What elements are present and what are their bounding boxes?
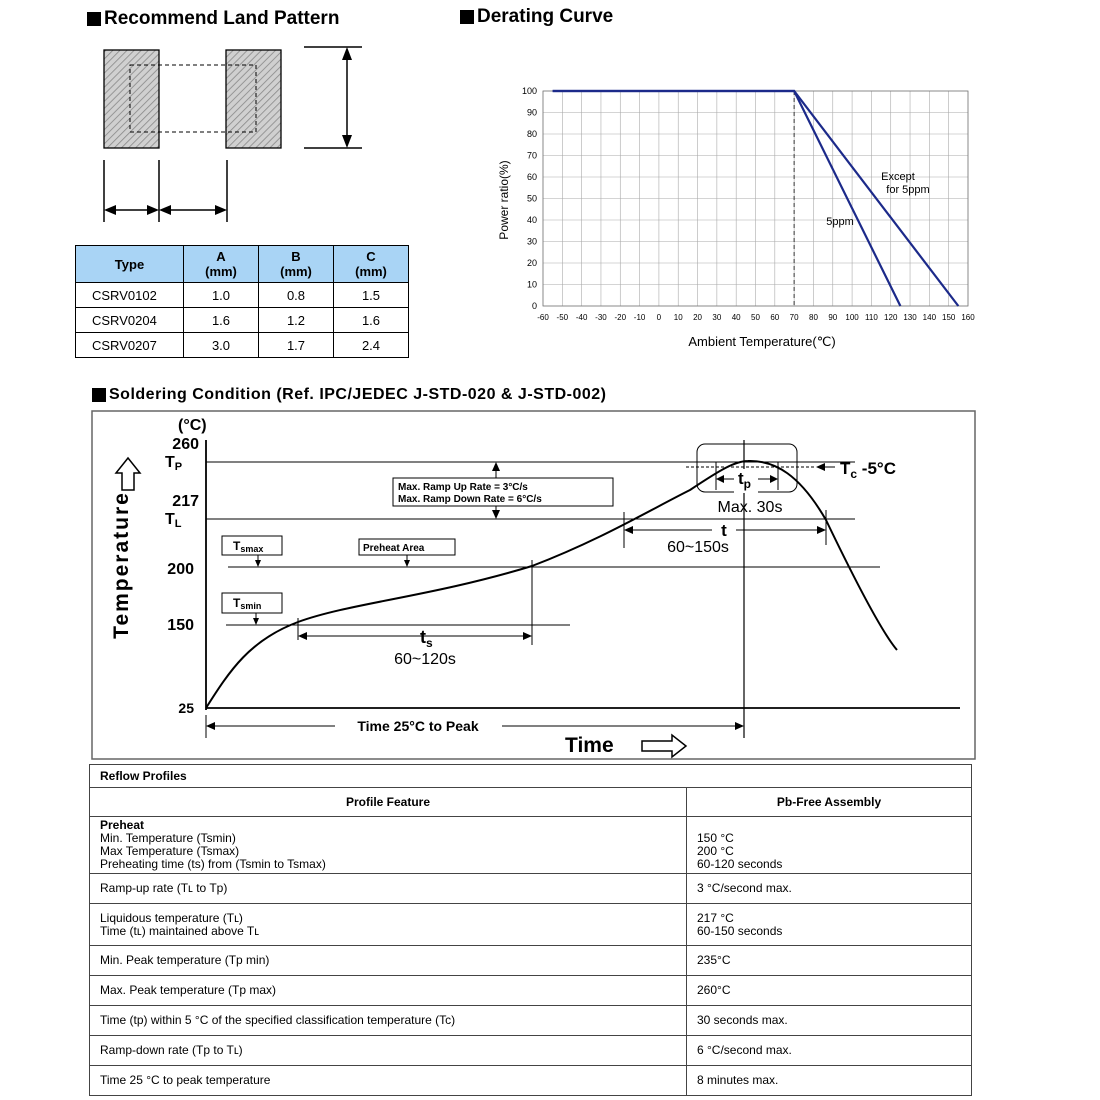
x-tick-label: -10	[633, 313, 646, 322]
table-row	[90, 904, 972, 946]
x-tick-label: -30	[595, 313, 607, 322]
derating-title-text: Derating Curve	[477, 6, 614, 27]
ts-range: 60~120s	[394, 651, 456, 668]
land-header-a-unit: (mm)	[205, 264, 237, 279]
reflow-caption-row	[90, 765, 972, 788]
maxpeak-value: 260°C	[687, 976, 972, 1006]
x-tick-label: 40	[731, 313, 741, 322]
land-header-c-unit: (mm)	[355, 264, 387, 279]
y-tick-label: 50	[526, 193, 537, 204]
preheat-value-line: 60-120 seconds	[697, 856, 783, 871]
y-tick-label: 40	[526, 215, 537, 225]
x-tick-label: 20	[693, 313, 702, 322]
land-header-type: Type	[76, 246, 184, 283]
soldering-title	[92, 386, 607, 404]
y-tick-label: 70	[526, 150, 537, 161]
right-arrow-icon	[642, 735, 686, 757]
x-tick-label: 120	[884, 313, 898, 322]
land-header-a	[184, 246, 259, 283]
ramp-up-label: Max. Ramp Up Rate = 3°C/s	[398, 482, 528, 493]
table-row	[90, 1036, 972, 1066]
tsmin-label: Tsmin	[233, 596, 262, 611]
table-row	[76, 333, 409, 358]
preheat-value-line: 200 °C	[697, 843, 734, 858]
y-unit: (°C)	[178, 417, 207, 434]
section-bullet-icon	[460, 10, 474, 24]
land-a-cell: 1.6	[184, 308, 259, 333]
section-bullet-icon	[92, 388, 106, 402]
land-c-cell: 1.5	[334, 283, 409, 308]
section-bullet-icon	[87, 12, 101, 26]
tc-label: $T_c$ -5°C	[840, 459, 896, 481]
time-axis-label: Time	[565, 734, 614, 757]
x-tick-label: 50	[751, 313, 760, 322]
preheat-line: Max Temperature (Tsmax)	[100, 844, 240, 858]
land-b-cell: 0.8	[259, 283, 334, 308]
y-tick-label: 20	[526, 258, 537, 268]
y-tick-260: 260	[172, 436, 199, 453]
reflow-header-row	[90, 788, 972, 817]
y-tick-label: 10	[526, 279, 537, 290]
y-tick-150: 150	[167, 617, 194, 634]
x-tick-label: 0	[656, 313, 662, 322]
reflow-profile-diagram	[90, 408, 980, 763]
y-tick-label: 30	[526, 236, 537, 247]
rampdown-feature: Ramp-down rate (Tp to Tʟ)	[90, 1036, 687, 1066]
x-tick-label: -20	[614, 313, 627, 322]
derating-xlabel: Ambient Temperature(℃)	[688, 334, 836, 349]
up-arrow-icon	[116, 458, 140, 490]
maxpeak-feature: Max. Peak temperature (Tp max)	[90, 976, 687, 1006]
y-tick-tp: TP	[165, 454, 183, 473]
land-a-cell: 1.0	[184, 283, 259, 308]
tp-within-feature: Time (tp) within 5 °C of the specified classification temperature (Tc)	[90, 1006, 687, 1036]
rampup-feature: Ramp-up rate (Tʟ to Tp)	[90, 874, 687, 904]
ramp-down-label: Max. Ramp Down Rate = 6°C/s	[398, 494, 542, 505]
tp-time-label: $t_p$	[738, 469, 752, 491]
table-row	[90, 874, 972, 904]
x-tick-label: 140	[922, 313, 937, 322]
liquidous-value-line: 217 °C	[697, 910, 734, 925]
y-tick-label: 80	[526, 129, 537, 139]
x-tick-label: 80	[809, 313, 818, 322]
land-pattern-table	[75, 245, 409, 358]
land-type-cell: CSRV0102	[76, 283, 184, 308]
land-pattern-title	[87, 8, 339, 30]
x-tick-label: 70	[789, 313, 799, 322]
pb-free-header: Pb-Free Assembly	[687, 788, 972, 817]
x-tick-label: 10	[673, 313, 683, 322]
derating-chart	[490, 75, 990, 365]
time25-value: 8 minutes max.	[687, 1066, 972, 1096]
table-row	[90, 1066, 972, 1096]
liquidous-value-line: 60-150 seconds	[697, 923, 783, 938]
land-header-b-label: B	[291, 249, 301, 264]
land-type-cell: CSRV0204	[76, 308, 184, 333]
x-tick-label: 100	[845, 313, 859, 322]
tp-within-value: 30 seconds max.	[687, 1006, 972, 1036]
table-row	[90, 946, 972, 976]
x-tick-label: 30	[712, 313, 722, 322]
y-tick-217: 217	[172, 493, 199, 510]
table-row	[90, 817, 972, 874]
soldering-title-text: Soldering Condition (Ref. IPC/JEDEC J-STD-020 & J-STD-002)	[109, 386, 607, 403]
land-table-header	[76, 246, 409, 283]
rampdown-value: 6 °C/second max.	[687, 1036, 972, 1066]
minpeak-value: 235°C	[687, 946, 972, 976]
x-tick-label: -40	[575, 313, 588, 322]
profile-feature-header: Profile Feature	[90, 788, 687, 817]
land-b-cell: 1.7	[259, 333, 334, 358]
liquidous-line: Time (tʟ) maintained above Tʟ	[100, 923, 260, 938]
derating-ylabel: Power ratio(%)	[497, 160, 511, 240]
annotation-except-line2: for 5ppm	[886, 184, 930, 196]
y-tick-label: 100	[521, 86, 537, 96]
y-tick-tl: TL	[165, 511, 182, 530]
table-row	[90, 1006, 972, 1036]
minpeak-feature: Min. Peak temperature (Tp min)	[90, 946, 687, 976]
table-row	[90, 976, 972, 1006]
x-tick-label: 150	[942, 313, 956, 322]
land-pad-right	[226, 50, 281, 148]
time25-feature: Time 25 °C to peak temperature	[90, 1066, 687, 1096]
t-range: 60~150s	[667, 539, 729, 556]
land-header-c-label: C	[366, 249, 376, 264]
liquidous-line: Liquidous temperature (Tʟ)	[100, 910, 243, 925]
liquidous-value	[687, 904, 972, 946]
x-tick-label: 130	[903, 313, 917, 322]
y-tick-200: 200	[167, 561, 194, 578]
y-tick-label: 90	[526, 107, 537, 118]
preheat-value	[687, 817, 972, 874]
land-pattern-drawing	[95, 40, 375, 230]
x-tick-label: -50	[556, 313, 569, 322]
y-tick-label: 0	[531, 301, 537, 311]
preheat-feature	[90, 817, 687, 874]
temperature-axis-label: Temperature	[110, 491, 133, 639]
table-row	[76, 308, 409, 333]
preheat-value-line: 150 °C	[697, 830, 734, 845]
land-header-b	[259, 246, 334, 283]
preheat-line: Min. Temperature (Tsmin)	[100, 831, 236, 845]
x-tick-label: -60	[537, 313, 549, 322]
annotation-5ppm: 5ppm	[826, 216, 854, 228]
time-to-peak-label: Time 25°C to Peak	[357, 718, 479, 734]
y-tick-25: 25	[178, 700, 194, 716]
preheat-area-label: Preheat Area	[363, 543, 425, 554]
table-row	[76, 283, 409, 308]
reflow-caption: Reflow Profiles	[90, 765, 972, 788]
land-c-cell: 2.4	[334, 333, 409, 358]
liquidous-feature	[90, 904, 687, 946]
land-header-b-unit: (mm)	[280, 264, 312, 279]
land-b-cell: 1.2	[259, 308, 334, 333]
reflow-profiles-table	[89, 764, 972, 1096]
x-tick-label: 160	[961, 313, 975, 322]
t-label: t	[721, 521, 727, 540]
land-c-cell: 1.6	[334, 308, 409, 333]
derating-title	[460, 6, 613, 28]
x-tick-label: 90	[828, 313, 838, 322]
x-tick-label: 110	[865, 313, 878, 322]
max30-label: Max. 30s	[717, 499, 783, 516]
land-a-cell: 3.0	[184, 333, 259, 358]
land-type-cell: CSRV0207	[76, 333, 184, 358]
rampup-value: 3 °C/second max.	[687, 874, 972, 904]
land-header-a-label: A	[216, 249, 226, 264]
land-header-c	[334, 246, 409, 283]
preheat-heading: Preheat	[100, 818, 145, 832]
annotation-except: Except	[881, 171, 915, 183]
land-pattern-title-text: Recommend Land Pattern	[104, 8, 340, 29]
y-tick-label: 60	[526, 172, 537, 182]
preheat-line: Preheating time (ts) from (Tsmin to Tsmax)	[100, 857, 326, 871]
tsmax-label: Tsmax	[233, 539, 264, 554]
x-tick-label: 60	[770, 313, 780, 322]
ts-label: $t_s$	[420, 627, 433, 650]
